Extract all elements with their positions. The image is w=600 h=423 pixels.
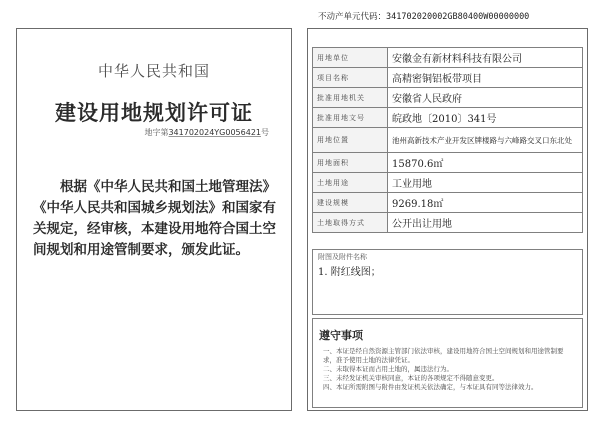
row-label: 用地位置 [313, 128, 388, 153]
row-label: 土地用途 [313, 173, 388, 193]
doc-suffix: 号 [261, 128, 269, 137]
row-value: 公开出让用地 [388, 213, 583, 233]
notice-box [312, 318, 583, 408]
table-row [313, 48, 583, 68]
notice-title: 遵守事项 [319, 329, 363, 342]
row-value: 安徽省人民政府 [388, 88, 583, 108]
table-row [313, 88, 583, 108]
row-label: 用地面积 [313, 153, 388, 173]
certificate-body-text: 根据《中华人民共和国土地管理法》《中华人民共和国城乡规划法》和国家有关规定，经审核，本建设用地符合国土空间规划和用途管制要求，颁发此证。 [33, 179, 276, 258]
table-row [313, 68, 583, 88]
row-label: 项目名称 [313, 68, 388, 88]
row-value: 安徽金有新材料科技有限公司 [388, 48, 583, 68]
unit-code [318, 10, 529, 22]
table-row [313, 193, 583, 213]
row-value: 15870.6㎡ [388, 153, 583, 173]
certificate-right-panel [307, 28, 588, 411]
table-row [313, 108, 583, 128]
attachments-label: 附图及附件名称 [318, 253, 367, 261]
row-label: 批准用地机关 [313, 88, 388, 108]
attachments-box [312, 249, 583, 315]
list-item: 四、本证所需附图与附件由发证机关依法确定，与本证具有同等法律效力。 [323, 383, 538, 391]
row-label: 土地取得方式 [313, 213, 388, 233]
certificate-title: 建设用地规划许可证 [55, 101, 253, 125]
row-value: 皖政地〔2010〕341号 [388, 108, 583, 128]
certificate-left-panel [16, 28, 292, 411]
row-value: 池州高新技术产业开发区牌楼路与六峰路交叉口东北处 [388, 128, 583, 153]
list-item: 二、未取得本证而占用土地的，属违法行为。 [323, 365, 453, 373]
table-row [313, 213, 583, 233]
land-info-table [312, 47, 583, 233]
table-row [313, 153, 583, 173]
row-label: 批准用地文号 [313, 108, 388, 128]
issuing-country: 中华人民共和国 [97, 62, 210, 80]
row-value: 工业用地 [388, 173, 583, 193]
unit-code-label: 不动产单元代码： [318, 12, 387, 22]
table-row [313, 128, 583, 153]
doc-number-value: 341702024YG0056421 [168, 128, 261, 137]
row-label: 建设规模 [313, 193, 388, 213]
list-item: 一、本证是经自然资源主管部门依法审核，建设用地符合国土空间规划和用途管制要求，准予使用土地的法律凭证。 [323, 347, 564, 364]
row-value: 9269.18㎡ [388, 193, 583, 213]
notice-list [323, 347, 576, 392]
list-item: 三、未经发证机关审核同意，本证的各项规定不得随意变更。 [323, 374, 499, 382]
doc-prefix: 地字第 [144, 128, 169, 137]
attachment-item: 1. 附红线图； [318, 267, 381, 278]
row-value: 高精密铜铝板带项目 [388, 68, 583, 88]
row-label: 用地单位 [313, 48, 388, 68]
document-number [144, 127, 269, 138]
unit-code-value: 341702020002GB80400W00000000 [386, 12, 530, 22]
table-row [313, 173, 583, 193]
